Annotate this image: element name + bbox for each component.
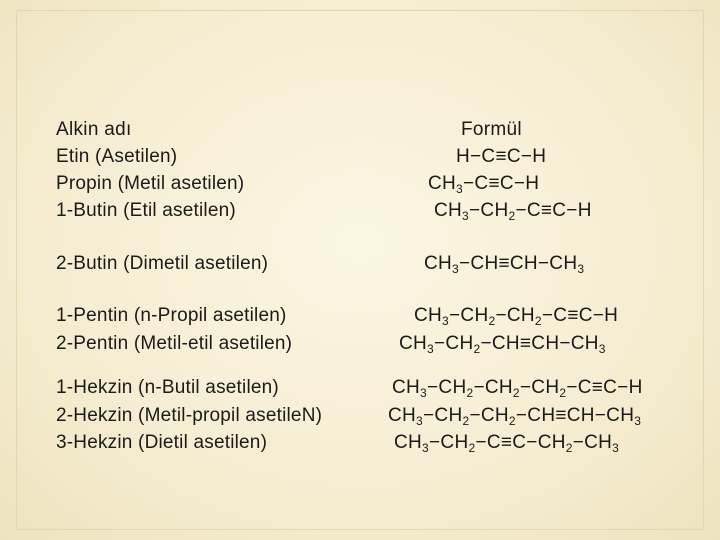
alkyne-name: 2-Hekzin (Metil-propil asetileN)	[56, 405, 323, 426]
formula-subscript: 3	[456, 182, 464, 196]
formula-segment: −C≡C−CH	[475, 432, 566, 453]
alkyne-formula	[428, 171, 539, 197]
formula-segment: H−C≡C−H	[456, 146, 547, 167]
formula-subscript: 2	[559, 386, 567, 400]
formula-subscript: 2	[473, 342, 481, 356]
alkyne-formula	[399, 331, 606, 357]
table-row	[0, 331, 720, 357]
formula-subscript: 3	[634, 414, 642, 428]
formula-subscript: 3	[416, 414, 424, 428]
formula-segment: −C≡C−H	[463, 173, 540, 194]
alkyne-name: 1-Butin (Etil asetilen)	[56, 200, 236, 221]
formula-segment: −C≡C−H	[541, 305, 619, 326]
slide-border-top	[16, 10, 704, 11]
alkyne-formula	[424, 251, 584, 277]
formula-segment: −CH	[473, 377, 513, 398]
formula-subscript: 2	[565, 441, 573, 455]
formula-segment: −CH	[572, 432, 613, 453]
table-row	[0, 144, 720, 170]
formula-segment: −CH≡CH−CH	[459, 253, 578, 274]
table-row	[0, 303, 720, 329]
alkyne-formula	[434, 198, 592, 224]
alkyne-name: Etin (Asetilen)	[56, 146, 178, 167]
formula-segment: CH	[434, 200, 463, 221]
formula-subscript: 2	[534, 314, 542, 328]
formula-subscript: 3	[612, 441, 620, 455]
alkyne-formula	[388, 403, 641, 429]
formula-segment: −CH	[429, 432, 469, 453]
formula-subscript: 2	[468, 441, 476, 455]
alkyne-formula	[392, 375, 643, 401]
formula-segment: −CH	[469, 405, 509, 426]
formula-segment: CH	[394, 432, 423, 453]
formula-subscript: 3	[598, 342, 606, 356]
formula-segment: CH	[399, 333, 428, 354]
formula-subscript: 3	[452, 262, 460, 276]
formula-subscript: 2	[488, 314, 496, 328]
table-header	[0, 117, 720, 143]
formula-segment: −CH	[469, 200, 509, 221]
formula-segment: −CH	[427, 377, 467, 398]
formula-subscript: 3	[422, 441, 430, 455]
formula-segment: −CH	[434, 333, 474, 354]
formula-segment: −CH	[519, 377, 560, 398]
alkyne-name: 1-Pentin (n-Propil asetilen)	[56, 305, 287, 326]
formula-segment: −CH	[423, 405, 463, 426]
alkyne-name: 2-Pentin (Metil-etil asetilen)	[56, 333, 293, 354]
formula-segment: −CH	[495, 305, 535, 326]
formula-subscript: 2	[508, 414, 516, 428]
formula-segment: CH	[428, 173, 457, 194]
formula-subscript: 3	[420, 386, 428, 400]
formula-segment: −C≡C−H	[566, 377, 643, 398]
slide-border-bottom	[16, 529, 704, 530]
formula-segment: CH	[392, 377, 421, 398]
table-row	[0, 403, 720, 429]
alkyne-formula	[456, 144, 546, 170]
header-formula: Formül	[461, 119, 522, 140]
header-name: Alkin adı	[56, 119, 132, 140]
formula-segment: −CH	[449, 305, 489, 326]
alkyne-formula	[414, 303, 618, 329]
table-row	[0, 171, 720, 197]
table-row	[0, 375, 720, 401]
formula-segment: CH	[388, 405, 417, 426]
formula-subscript: 2	[512, 386, 520, 400]
formula-subscript: 3	[462, 209, 470, 223]
alkyne-name: 1-Hekzin (n-Butil asetilen)	[56, 377, 279, 398]
table-row	[0, 198, 720, 224]
formula-subscript: 2	[466, 386, 474, 400]
formula-segment: −CH≡CH−CH	[480, 333, 599, 354]
formula-segment: CH	[424, 253, 453, 274]
alkyne-name: 2-Butin (Dimetil asetilen)	[56, 253, 269, 274]
alkyne-formula	[394, 430, 619, 456]
formula-subscript: 2	[462, 414, 470, 428]
formula-segment: CH	[414, 305, 443, 326]
formula-subscript: 3	[427, 342, 435, 356]
alkyne-name: 3-Hekzin (Dietil asetilen)	[56, 432, 268, 453]
alkyne-name: Propin (Metil asetilen)	[56, 173, 245, 194]
formula-subscript: 3	[577, 262, 585, 276]
table-row	[0, 251, 720, 277]
formula-subscript: 2	[508, 209, 516, 223]
table-row	[0, 430, 720, 456]
formula-subscript: 3	[442, 314, 450, 328]
formula-segment: −CH≡CH−CH	[515, 405, 635, 426]
formula-segment: −C≡C−H	[515, 200, 592, 221]
